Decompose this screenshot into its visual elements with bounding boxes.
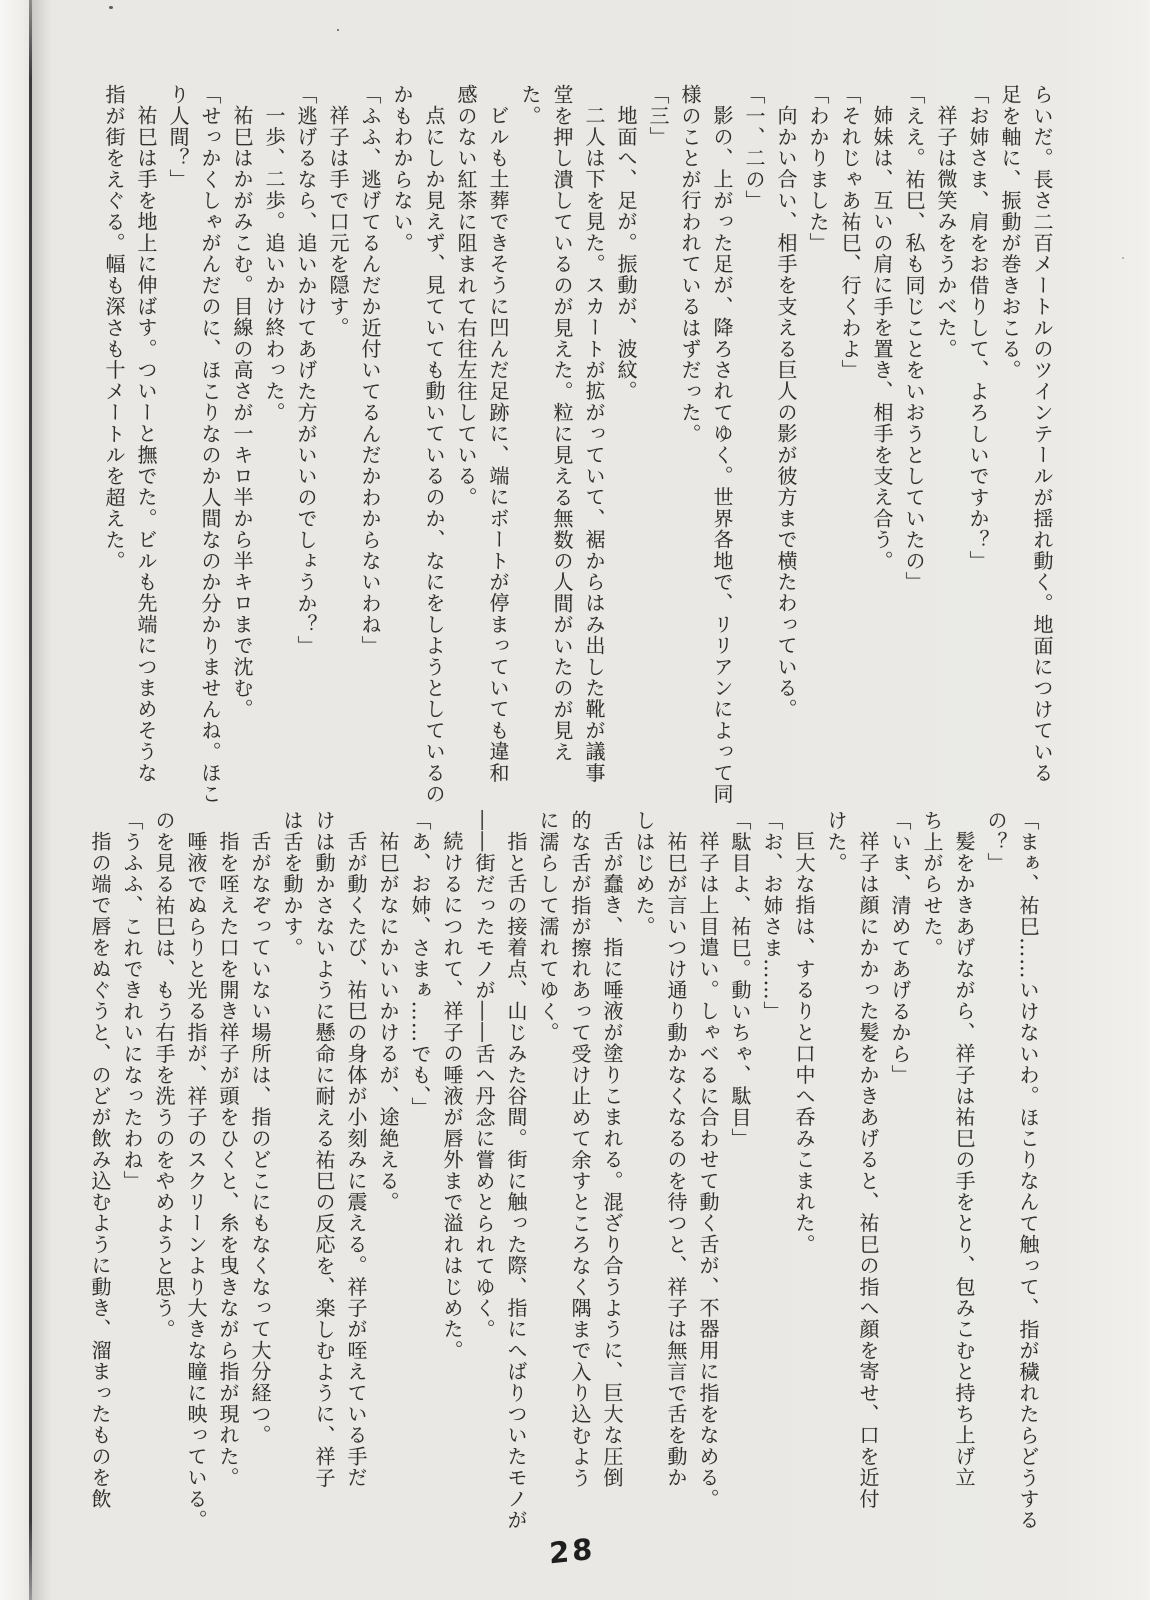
text-column: 一歩、二歩。追いかけ終わった。 xyxy=(262,105,286,423)
text-column: 祐巳が言いつけ通り動かなくなるのを待つと、祥子は無言で舌を動か xyxy=(664,831,688,1489)
text-column: けた。 xyxy=(824,810,848,874)
text-column: 二人は下を見た。スカートが拡がっていて、裾からはみ出した靴が議事 xyxy=(582,105,606,784)
text-column: 祐巳はかがみこむ。目線の高さが一キロ半から半キロまで沈む。 xyxy=(230,105,254,720)
page-right-highlight xyxy=(1143,0,1150,1600)
text-column: 「三」 xyxy=(646,84,670,148)
text-column: 祥子は手で口元を隠す。 xyxy=(326,105,350,339)
text-column: 「まぁ、祐巳……いけないわ。ほこりなんて触って、指が穢れたらどうする xyxy=(1016,810,1040,1531)
text-column: 祥子は上目遣い。しゃべるに合わせて動く舌が、不器用に指をなめる。 xyxy=(696,831,720,1510)
text-column: 祐巳がなにかいいかけるが、途絶える。 xyxy=(376,831,400,1213)
page-left-margin xyxy=(0,0,29,1600)
text-column: 舌が蠢き、指に唾液が塗りこまれる。混ざり合うように、巨大な圧倒 xyxy=(600,831,624,1489)
text-column: のを見る祐巳は、もう右手を洗うのをやめようと思う。 xyxy=(152,810,176,1340)
text-column: 指と舌の接着点、山じみた谷間。街に触った際、指にへばりついたモノが xyxy=(504,831,528,1531)
text-column: 舌がなぞっていない場所は、指のどこにもなくなって大分経つ。 xyxy=(248,831,272,1446)
text-column: 「駄目よ、祐巳。動いちゃ、駄目」 xyxy=(728,810,752,1150)
text-column: 「あ、お姉、さまぁ……でも、」 xyxy=(408,810,432,1118)
text-column: り人間？」 xyxy=(166,84,190,190)
text-column: 続けるにつれて、祥子の唾液が唇外まで溢れはじめた。 xyxy=(440,831,464,1361)
text-column: 唾液でぬらりと光る指が、祥子のスクリーンより大きな瞳に映っている。 xyxy=(184,831,208,1531)
page-number: 28 xyxy=(548,1531,596,1571)
text-column: 髪をかきあげながら、祥子は祐巳の手をとり、包みこむと持ち上げ立 xyxy=(952,831,976,1489)
text-column: 影の、上がった足が、降ろされてゆく。世界各地で、リリアンによって同 xyxy=(710,105,734,805)
text-column: 「うふふ、これできれいになったわね」 xyxy=(120,810,144,1192)
text-column: 指が街をえぐる。幅も深さも十メートルを超えた。 xyxy=(102,84,126,572)
scan-speck xyxy=(1122,257,1124,259)
text-column: しはじめた。 xyxy=(632,810,656,938)
text-column: の？」 xyxy=(984,810,1008,874)
text-column: 足を軸に、振動が巻きおこる。 xyxy=(998,84,1022,381)
text-column: 「せっかくしゃがんだのに、ほこりなのか人間なのか分かりませんね。ほこ xyxy=(198,84,222,805)
text-column: 「逃げるなら、追いかけてあげた方がいいのでしょうか？」 xyxy=(294,84,318,657)
text-column: 巨大な指は、するりと口中へ呑みこまれた。 xyxy=(792,831,816,1255)
text-column: 点にしか見えず、見ていても動いているのか、なにをしようとしているの xyxy=(422,105,446,805)
text-column: 地面へ、足が。振動が、波紋。 xyxy=(614,105,638,402)
text-column: 指の端で唇をぬぐうと、のどが飲み込むように動き、溜まったものを飲 xyxy=(88,831,112,1510)
scan-speck xyxy=(337,29,339,31)
text-column: 「ふふ、逃げてるんだか近付いてるんだかわからないわね」 xyxy=(358,84,382,657)
text-column: らいだ。長さ二百メートルのツインテールが揺れ動く。地面につけている xyxy=(1030,84,1054,784)
text-block-bottom xyxy=(84,810,1044,1556)
text-column: 「わかりました」 xyxy=(806,84,830,254)
text-column: 舌が動くたび、祐巳の身体が小刻みに震える。祥子が咥えている手だ xyxy=(344,831,368,1489)
text-column: 感のない紅茶に阻まれて右往左往している。 xyxy=(454,84,478,508)
text-column: は舌を動かす。 xyxy=(280,810,304,959)
text-column: 「いま、清めてあげるから」 xyxy=(888,810,912,1086)
text-column: に濡らして濡れてゆく。 xyxy=(536,810,560,1044)
text-column: ち上がらせた。 xyxy=(920,810,944,959)
text-column: 堂を押し潰しているのが見えた。粒に見える無数の人間がいたのが見え xyxy=(550,84,574,763)
text-column: 「一、二の」 xyxy=(742,84,766,212)
text-column: ビルも土葬できそうに凹んだ足跡に、端にボートが停まっていても違和 xyxy=(486,105,510,784)
text-column: 「お姉さま、肩をお借りして、よろしいですか？」 xyxy=(966,84,990,572)
text-column: 「ええ。祐巳、私も同じことをいおうとしていたの」 xyxy=(902,84,926,593)
text-column: 「それじゃあ祐巳、行くわよ」 xyxy=(838,84,862,381)
text-column: 的な舌が指が擦れあって受け止めて余すところなく隅まで入り込むよう xyxy=(568,810,592,1489)
text-column: 「お、お姉さま……」 xyxy=(760,810,784,1022)
text-column: かもわからない。 xyxy=(390,84,414,254)
text-column: 祥子は微笑みをうかべた。 xyxy=(934,105,958,360)
text-column: 様のことが行われているはずだった。 xyxy=(678,84,702,445)
text-column: 向かい合い、相手を支える巨人の影が彼方まで横たわっている。 xyxy=(774,105,798,720)
text-column: 指を咥えた口を開き祥子が頭をひくと、糸を曳きながら指が現れた。 xyxy=(216,831,240,1489)
text-block-top xyxy=(98,84,1058,816)
text-column: 祥子は顔にかかった髪をかきあげると、祐巳の指へ顔を寄せ、口を近付 xyxy=(856,831,880,1510)
text-column: けは動かさないように懸命に耐える祐巳の反応を、楽しむように、祥子 xyxy=(312,810,336,1489)
scan-speck xyxy=(109,6,113,9)
page-edge-shadow xyxy=(32,0,52,1600)
text-column: 祐巳は手を地上に伸ばす。ついーと撫でた。ビルも先端につまめそうな xyxy=(134,105,158,784)
text-column: た。 xyxy=(518,84,542,127)
text-column: ――街だったモノが――舌へ丹念に嘗めとられてゆく。 xyxy=(472,810,496,1340)
text-column: 姉妹は、互いの肩に手を置き、相手を支え合う。 xyxy=(870,105,894,572)
